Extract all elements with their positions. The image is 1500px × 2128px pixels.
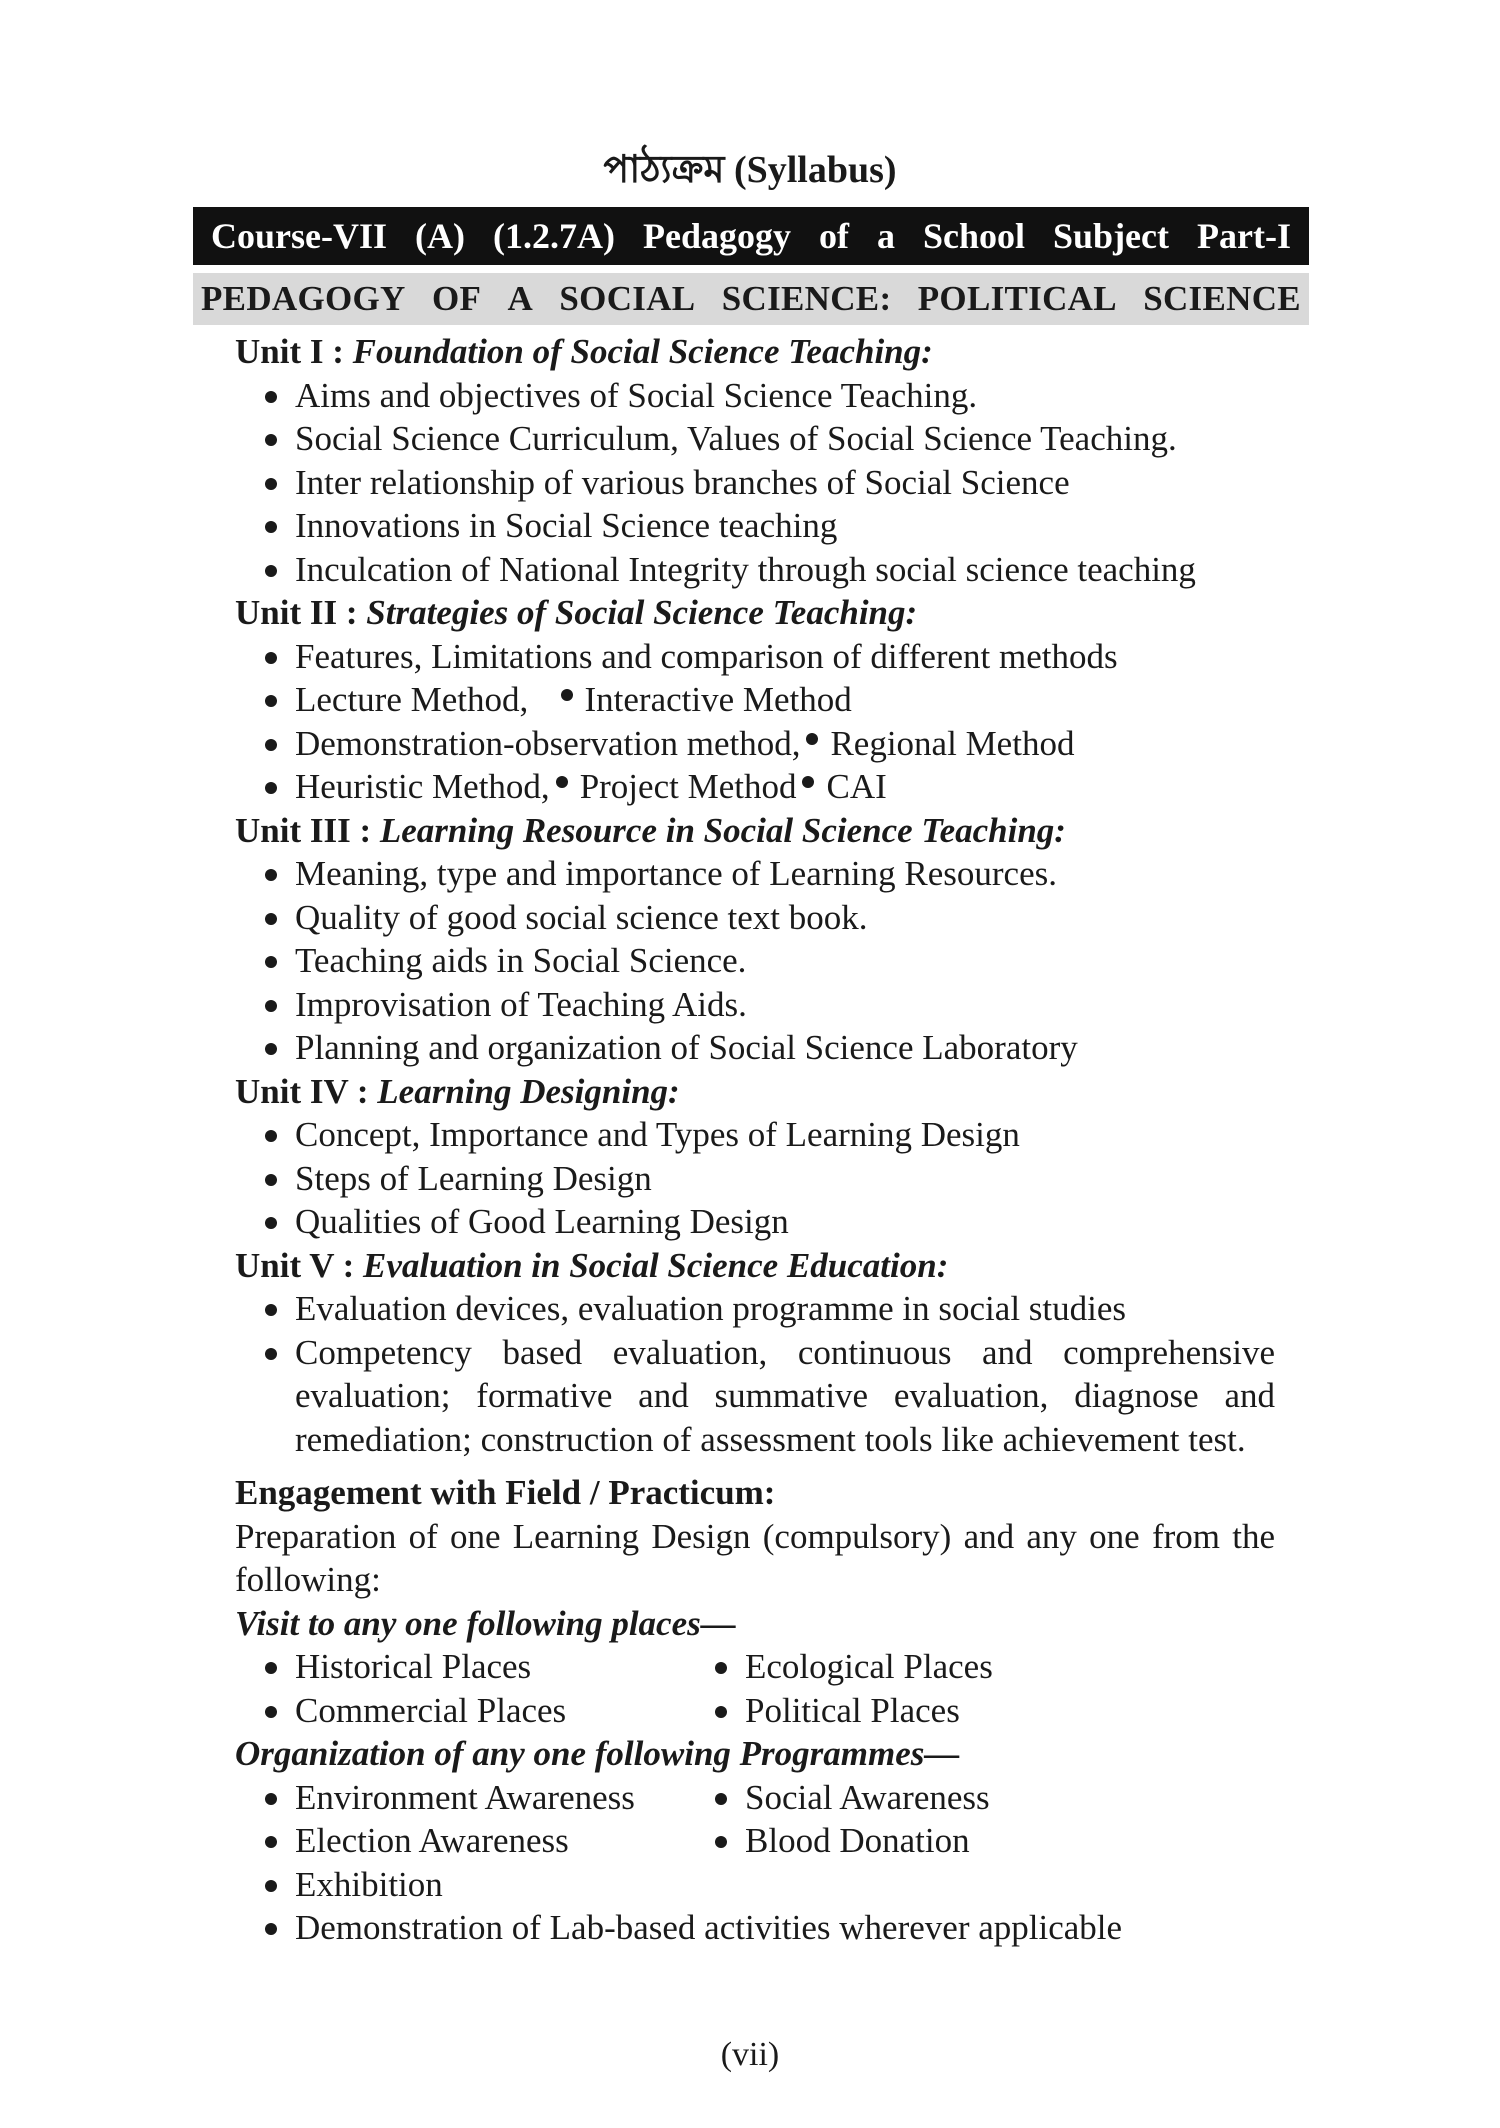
list-item: Planning and organization of Social Science Laboratory bbox=[295, 1026, 1275, 1070]
unit-heading bbox=[235, 591, 1275, 635]
list-item bbox=[295, 722, 1275, 766]
course-word: Part-I bbox=[1197, 216, 1291, 256]
practicum-heading: Engagement with Field / Practicum: bbox=[235, 1473, 776, 1512]
unit-label: Unit I : bbox=[235, 332, 344, 371]
bullet-icon bbox=[806, 722, 820, 734]
subject-word: A bbox=[507, 279, 534, 318]
subject-header-bar bbox=[193, 273, 1309, 325]
unit-title: Evaluation in Social Science Education: bbox=[363, 1245, 949, 1285]
list-item: Innovations in Social Science teaching bbox=[295, 504, 1275, 548]
unit-heading bbox=[235, 330, 1275, 374]
unit-title: Learning Resource in Social Science Teaching: bbox=[379, 810, 1066, 850]
list-item: Evaluation devices, evaluation programme in social studies bbox=[295, 1287, 1275, 1331]
subject-word: PEDAGOGY bbox=[201, 279, 406, 318]
visit-list bbox=[235, 1645, 1275, 1732]
course-word: (A) bbox=[415, 216, 465, 256]
subject-word: SCIENCE: bbox=[721, 279, 892, 318]
unit-list bbox=[235, 635, 1275, 809]
list-item-text: Heuristic Method, bbox=[295, 767, 550, 806]
list-row bbox=[295, 1645, 1275, 1689]
bullet-icon bbox=[561, 678, 575, 690]
list-row bbox=[295, 1819, 1275, 1863]
list-item-text: Lecture Method, bbox=[295, 680, 529, 719]
list-item: Political Places bbox=[745, 1690, 960, 1730]
list-item-text: Project Method bbox=[579, 767, 797, 806]
unit-title: Foundation of Social Science Teaching: bbox=[352, 332, 933, 371]
bullet-icon bbox=[802, 765, 816, 777]
unit-title: Strategies of Social Science Teaching: bbox=[366, 593, 918, 632]
list-item: Meaning, type and importance of Learning Resources. bbox=[295, 852, 1275, 896]
list-item: Concept, Importance and Types of Learning Design bbox=[295, 1113, 1275, 1157]
list-item: Election Awareness bbox=[295, 1821, 569, 1860]
list-item: Exhibition bbox=[295, 1864, 443, 1904]
unit-list bbox=[235, 1113, 1275, 1244]
unit-label: Unit II : bbox=[235, 593, 358, 632]
unit-list bbox=[235, 852, 1275, 1070]
course-word: Subject bbox=[1053, 216, 1169, 256]
subject-word: OF bbox=[431, 279, 482, 318]
organization-heading: Organization of any one following Programmes— bbox=[235, 1734, 960, 1773]
course-word: (1.2.7A) bbox=[492, 216, 615, 256]
list-item-text: Interactive Method bbox=[584, 680, 852, 719]
list-item: Competency based evaluation, continuous and comprehensive evaluation; formative and summative evaluation, diagnose and remediation; construction of assessment tools like achievement test. bbox=[295, 1331, 1275, 1462]
subject-word: SOCIAL bbox=[559, 279, 696, 318]
list-item: Teaching aids in Social Science. bbox=[295, 939, 1275, 983]
list-item-text: Demonstration-observation method, bbox=[295, 723, 801, 763]
unit-heading bbox=[235, 1244, 1275, 1288]
unit-label: Unit III : bbox=[235, 810, 372, 850]
list-item: Historical Places bbox=[295, 1647, 532, 1686]
list-row bbox=[295, 1776, 1275, 1820]
visit-heading: Visit to any one following places— bbox=[235, 1603, 736, 1643]
list-item: Inter relationship of various branches of Social Science bbox=[295, 461, 1275, 505]
unit-label: Unit V : bbox=[235, 1245, 355, 1285]
list-item bbox=[295, 678, 1275, 722]
list-item: Inculcation of National Integrity through social science teaching bbox=[295, 548, 1275, 592]
list-item: Quality of good social science text book. bbox=[295, 896, 1275, 940]
list-item: Ecological Places bbox=[745, 1647, 993, 1686]
unit-heading bbox=[235, 809, 1275, 853]
list-item: Demonstration of Lab-based activities wherever applicable bbox=[295, 1908, 1123, 1947]
list-item bbox=[295, 765, 1275, 809]
list-item-text: Regional Method bbox=[830, 723, 1075, 763]
list-item: Commercial Places bbox=[295, 1690, 567, 1730]
list-item: Features, Limitations and comparison of different methods bbox=[295, 635, 1275, 679]
list-row bbox=[295, 1689, 1275, 1733]
list-row bbox=[295, 1906, 1275, 1950]
list-item: Blood Donation bbox=[745, 1821, 970, 1860]
list-item: Environment Awareness bbox=[295, 1777, 635, 1817]
unit-title: Learning Designing: bbox=[377, 1071, 680, 1111]
organization-list bbox=[235, 1776, 1275, 1950]
unit-list bbox=[235, 374, 1275, 592]
list-row bbox=[295, 1863, 1275, 1907]
syllabus-content bbox=[235, 330, 1275, 1950]
list-item: Social Science Curriculum, Values of Social Science Teaching. bbox=[295, 417, 1275, 461]
list-item-text: CAI bbox=[826, 767, 887, 806]
list-item: Aims and objectives of Social Science Teaching. bbox=[295, 374, 1275, 418]
page-number: (vii) bbox=[720, 2036, 780, 2073]
course-word: Pedagogy bbox=[642, 216, 791, 256]
list-item: Steps of Learning Design bbox=[295, 1157, 1275, 1201]
practicum-intro: Preparation of one Learning Design (compulsory) and any one from the following: bbox=[235, 1516, 1275, 1599]
bullet-icon bbox=[556, 765, 570, 777]
course-word: Course-VII bbox=[211, 216, 387, 256]
subject-word: POLITICAL bbox=[917, 279, 1117, 318]
course-word: of bbox=[818, 216, 849, 256]
unit-label: Unit IV : bbox=[235, 1071, 369, 1111]
list-item: Social Awareness bbox=[745, 1777, 990, 1817]
list-item: Improvisation of Teaching Aids. bbox=[295, 983, 1275, 1027]
list-item: Qualities of Good Learning Design bbox=[295, 1200, 1275, 1244]
subject-word: SCIENCE bbox=[1143, 279, 1301, 318]
course-header-bar bbox=[193, 207, 1309, 265]
page-title: পাঠ্যক্রম (Syllabus) bbox=[603, 149, 897, 191]
course-word: School bbox=[922, 216, 1025, 256]
unit-list bbox=[235, 1287, 1275, 1461]
course-word: a bbox=[876, 216, 895, 256]
unit-heading bbox=[235, 1070, 1275, 1114]
